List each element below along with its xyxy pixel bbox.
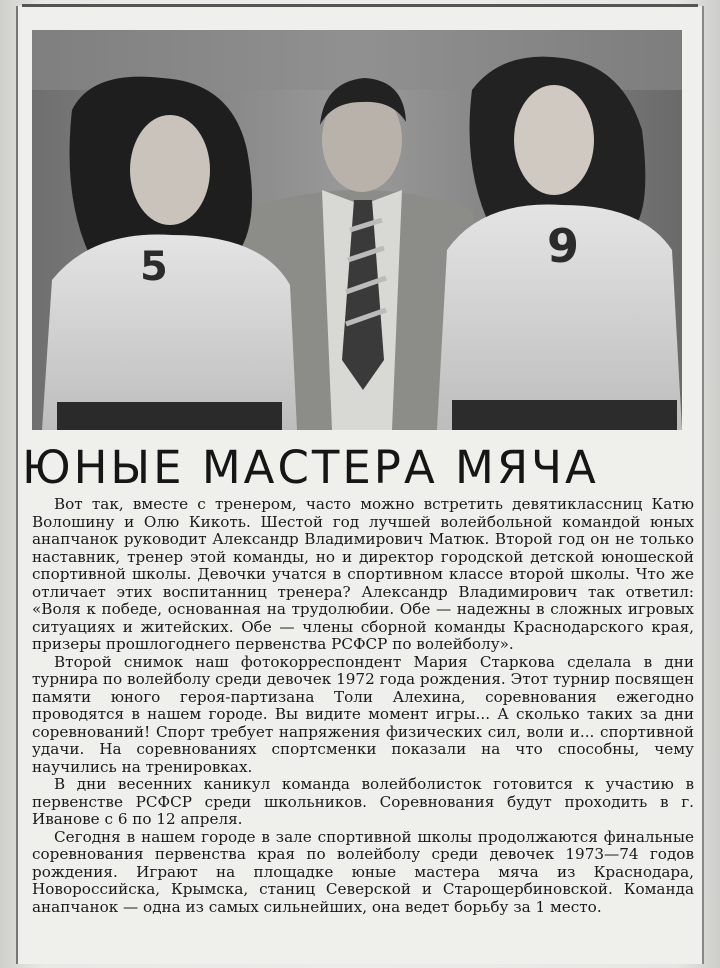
article-headline: ЮНЫЕ МАСТЕРА МЯЧА xyxy=(22,441,599,494)
jersey-number-right: 9 xyxy=(547,219,580,273)
article-paragraph: В дни весенних каникул команда волейболисток готовится к участию в первенстве РСФСР среди школьников. Соревнования будут проходить в г. Иванове с 6 по 12 апреля. xyxy=(32,775,694,828)
article-paragraph: Вот так, вместе с тренером, часто можно встретить девятиклассниц Катю Волошину и Олю Кикоть. Шестой год лучшей волейбольной командой юных анапчанок руководит Александр Владимирович Матюк. Второй год он не только наставник, тренер этой команды, но и директор городской детской юношеской спортивной школы. Девочки учатся в спортивном классе второй школы. Что же отличает этих воспитанниц тренера? Александр Владимирович так ответил: «Воля к победе, основанная на трудолюбии. Обе — надежны в сложных игровых ситуациях и житейских. Обе — члены сборной команды Краснодарского края, призеры прошлогоднего первенства РСФСР по волейболу». xyxy=(32,495,694,653)
article-paragraph: Второй снимок наш фотокорреспондент Мария Старкова сделала в дни турнира по волейболу среди девочек 1972 года рождения. Этот турнир посвящен памяти юного героя-партизана Толи Алехина, соревнования ежегодно проводятся в нашем городе. Вы видите момент игры... А сколько таких за дни соревнований! Спорт требует напряжения физических сил, воли и... спортивной удачи. На соревнованиях спортсменки показали на что способны, чему научились на тренировках. xyxy=(32,652,694,776)
article-paragraph: Сегодня в нашем городе в зале спортивной школы продолжаются финальные соревнования первенства края по волейболу среди девочек 1973—74 годов рождения. Играют на площадке юные мастера мяча из Краснодара, Новороссийска, Крымска, станиц Северской и Старощербиновской. Команда анапчанок — одна из самых сильнейших, она ведет борьбу за 1 место. xyxy=(32,827,694,916)
top-rule xyxy=(22,4,698,7)
photo-coach-with-players xyxy=(32,30,682,430)
jersey-number-left: 5 xyxy=(140,244,168,290)
article-body xyxy=(32,496,694,962)
